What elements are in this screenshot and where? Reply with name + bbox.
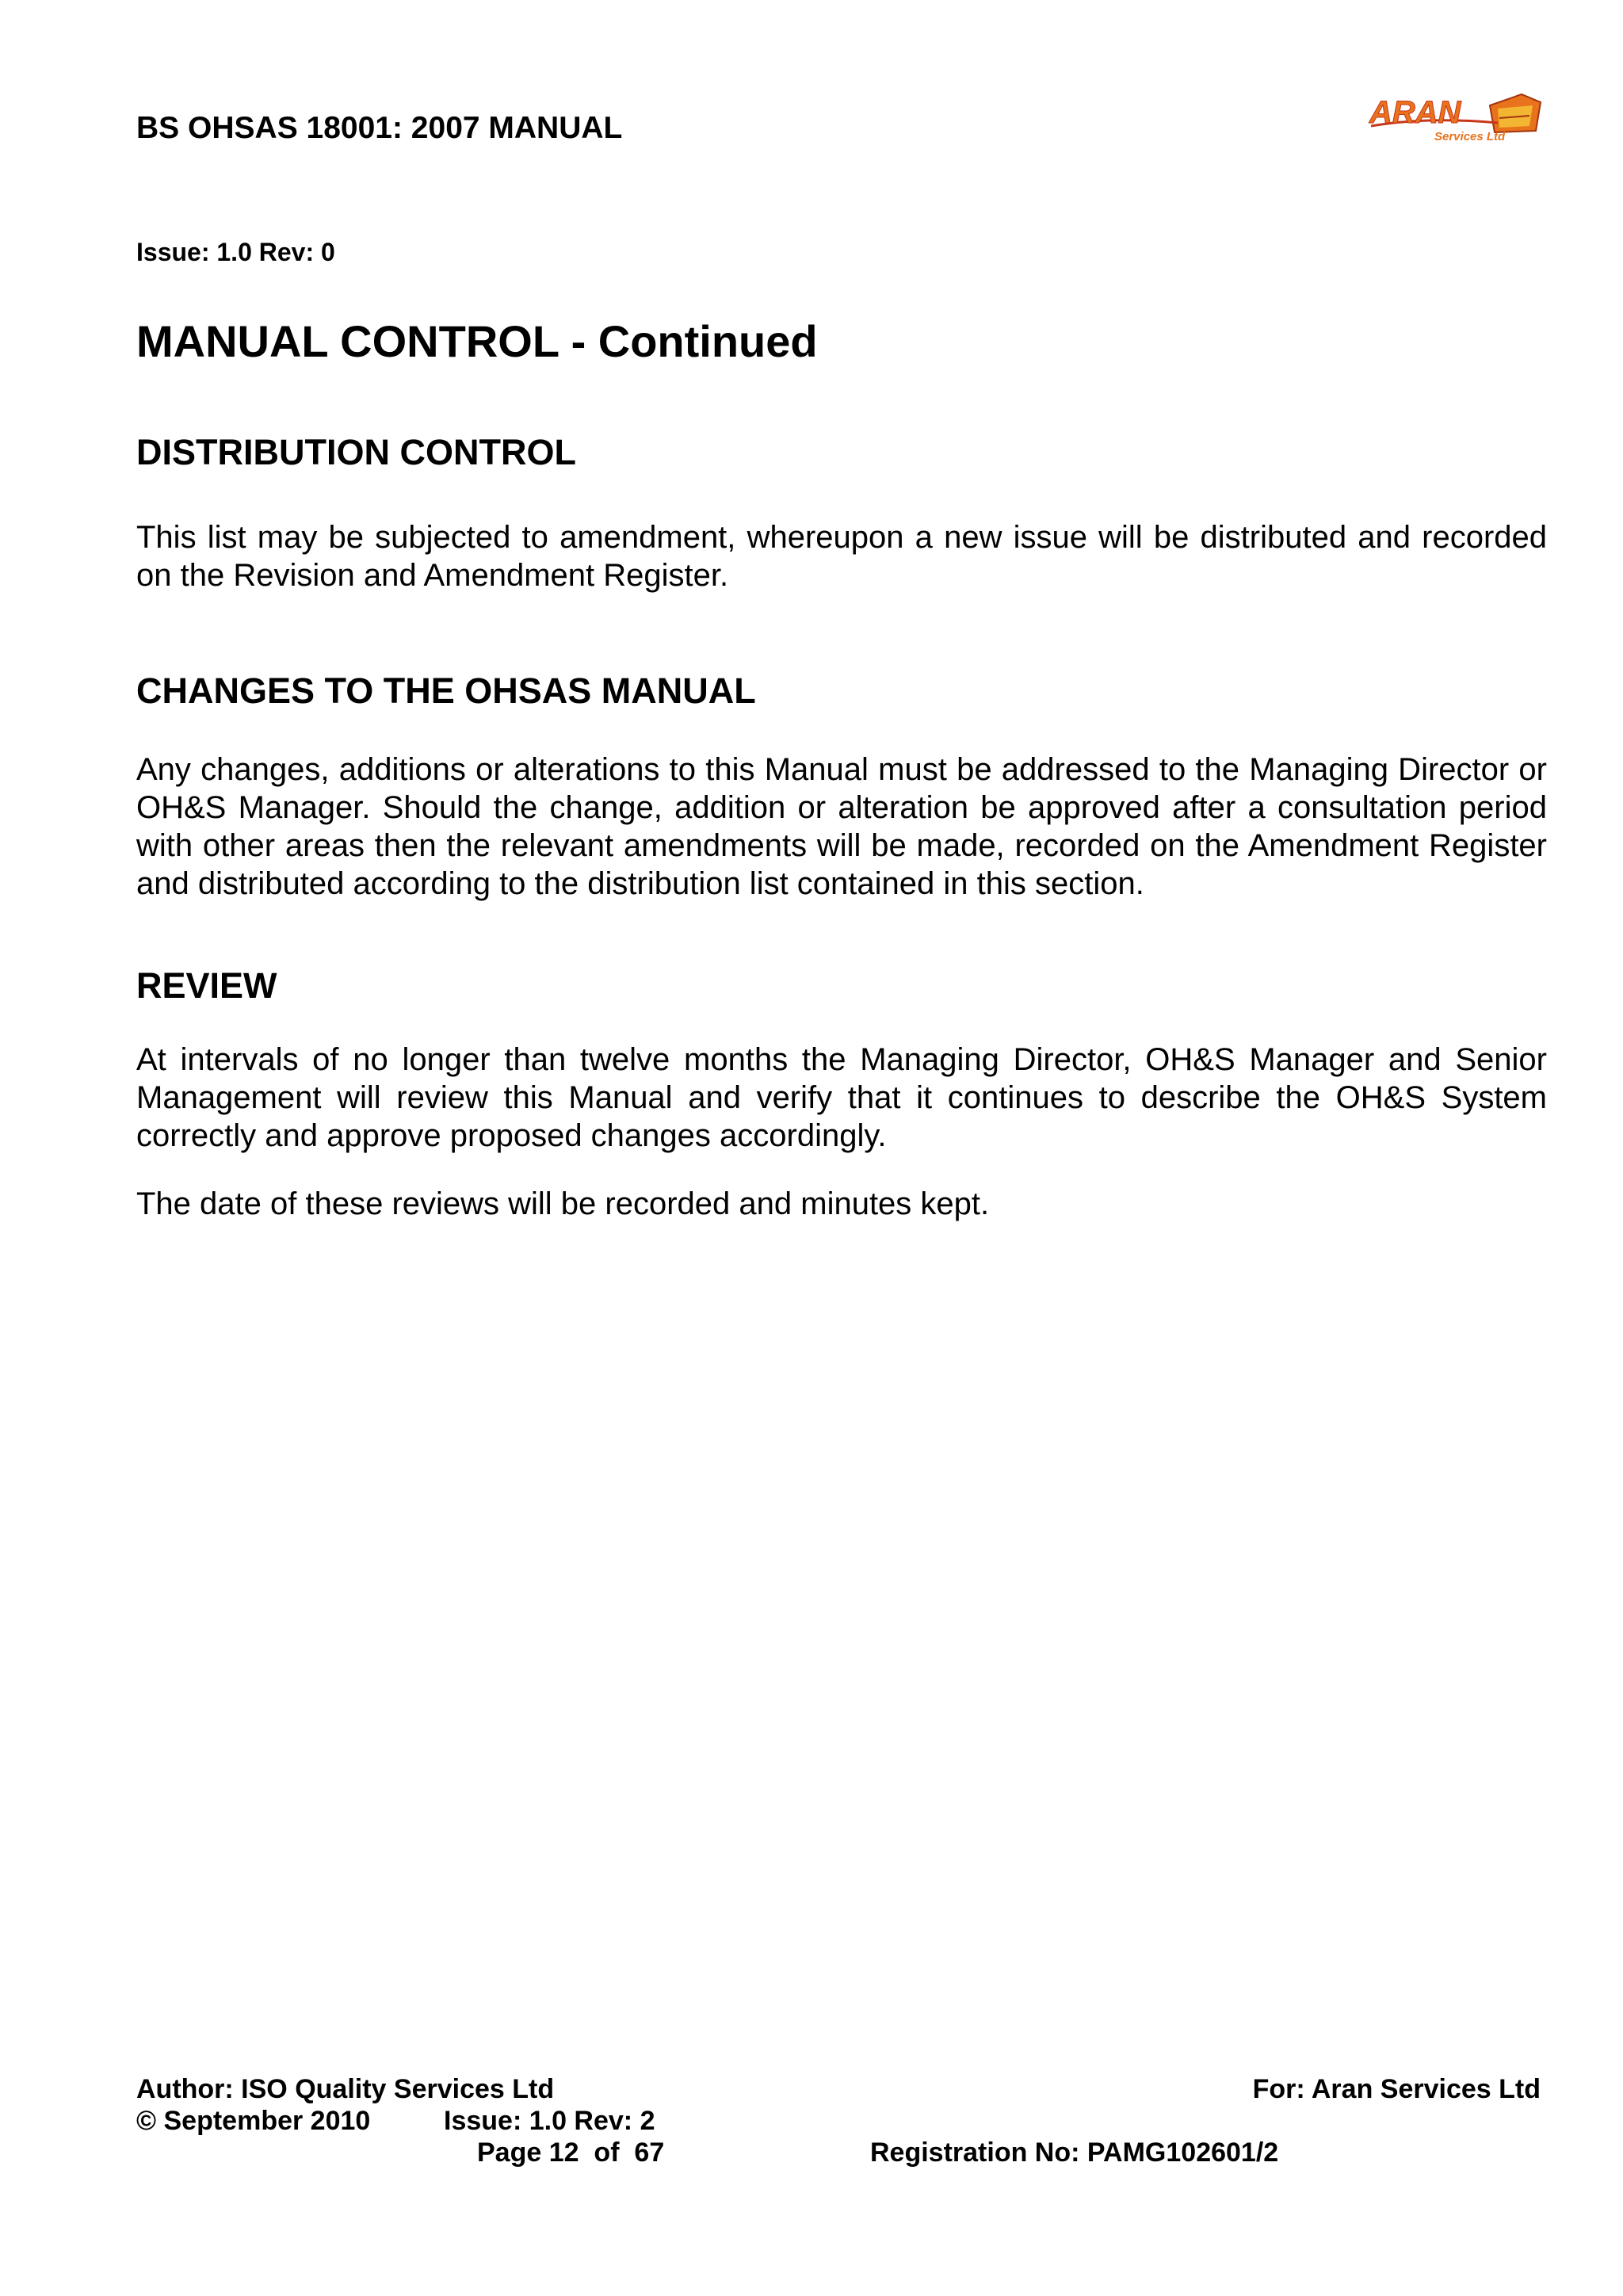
footer-author: Author: ISO Quality Services Ltd: [136, 2074, 555, 2104]
page-title: MANUAL CONTROL - Continued: [136, 316, 818, 366]
section-heading-distribution-control: DISTRIBUTION CONTROL: [136, 432, 576, 472]
footer-page-number: Page 12 of 67: [477, 2137, 665, 2168]
section-paragraph: At intervals of no longer than twelve months the Managing Director, OH&S Manager and Senior Management will review this Manual and verify that it continues to describe the OH&S System correctly and approve proposed changes accordingly.: [136, 1042, 1547, 1153]
section-paragraph: The date of these reviews will be recorded and minutes kept.: [136, 1186, 990, 1221]
issue-revision: Issue: 1.0 Rev: 0: [136, 238, 335, 266]
footer-registration: Registration No: PAMG102601/2: [870, 2137, 1279, 2168]
footer-copyright: © September 2010: [136, 2106, 371, 2136]
document-title: BS OHSAS 18001: 2007 MANUAL: [136, 111, 623, 145]
section-heading-review: REVIEW: [136, 965, 277, 1006]
section-paragraph: This list may be subjected to amendment, whereupon a new issue will be distributed and recorded on the Revision and Amendment Register.: [136, 520, 1547, 593]
aran-logo: [1363, 91, 1545, 147]
logo-subtext: Services Ltd: [1434, 130, 1506, 143]
logo-text: ARAN: [1369, 95, 1461, 130]
footer-issue: Issue: 1.0 Rev: 2: [444, 2106, 655, 2136]
footer-for: For: Aran Services Ltd: [1252, 2074, 1541, 2104]
section-paragraph: Any changes, additions or alterations to this Manual must be addressed to the Managing Director or OH&S Manager. Should the change, addition or alteration be approved after a consultation period with other areas then the relevant amendments will be made, recorded on the Amendment Register and distributed according to the distribution list contained in this section.: [136, 752, 1547, 901]
section-heading-changes: CHANGES TO THE OHSAS MANUAL: [136, 670, 756, 711]
